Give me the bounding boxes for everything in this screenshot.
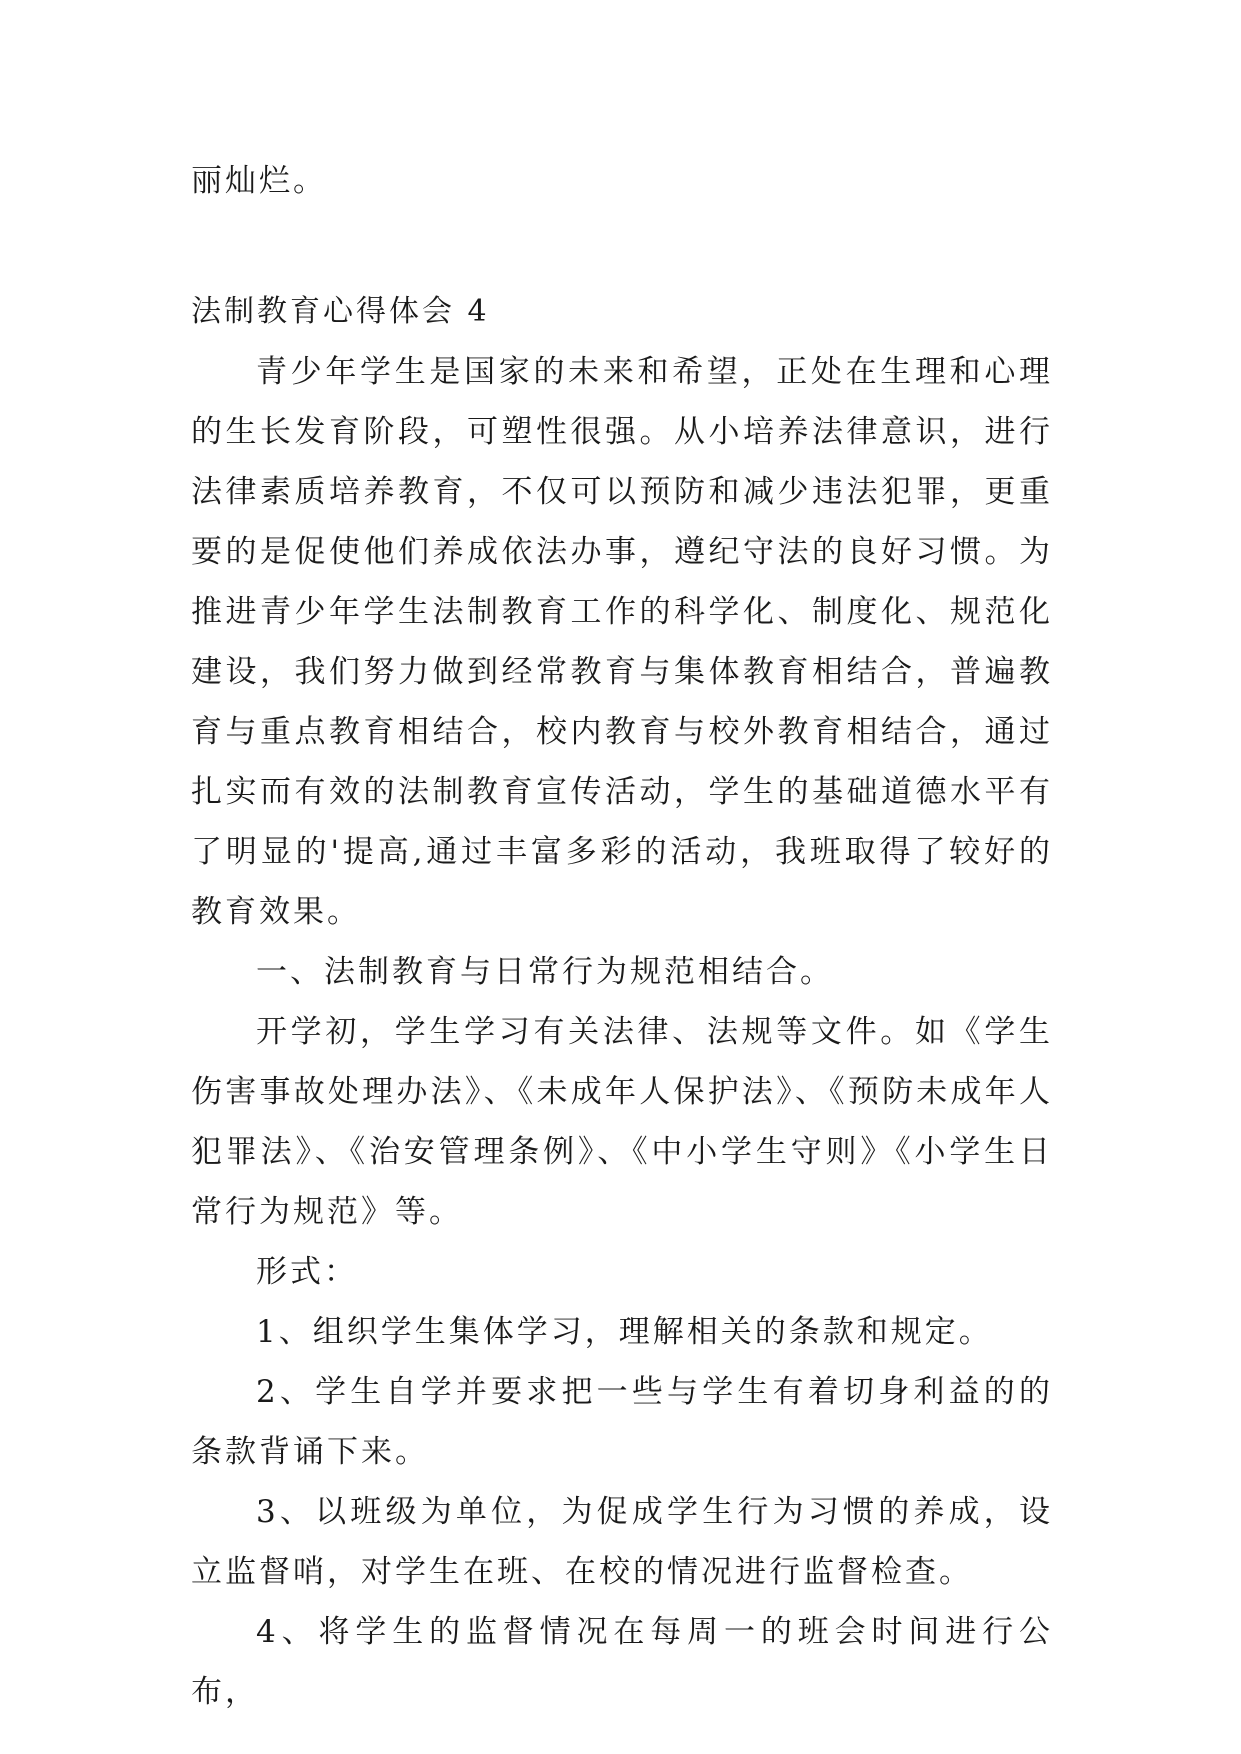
- list-item-2: 2、学生自学并要求把一些与学生有着切身利益的的条款背诵下来。: [191, 1374, 1053, 1470]
- continued-text: 丽灿烂。: [191, 163, 327, 199]
- list-item-3: 3、以班级为单位，为促成学生行为习惯的养成，设立监督哨，对学生在班、在校的情况进行监督检查。: [191, 1494, 1053, 1590]
- list-item-4: 4、将学生的监督情况在每周一的班会时间进行公布，: [191, 1614, 1053, 1710]
- paragraph-intro: 青少年学生是国家的未来和希望，正处在生理和心理的生长发育阶段，可塑性很强。从小培养法律意识，进行法律素质培养教育，不仅可以预防和减少违法犯罪，更重要的是促使他们养成依法办事，遵纪守法的良好习惯。为推进青少年学生法制教育工作的科学化、制度化、规范化建设，我们努力做到经常教育与集体教育相结合，普遍教育与重点教育相结合，校内教育与校外教育相结合，通过扎实而有效的法制教育宣传活动，学生的基础道德水平有了明显的'提高,通过丰富多彩的活动，我班取得了较好的教育效果。: [191, 354, 1053, 930]
- paragraph-form-label: 形式：: [256, 1254, 358, 1290]
- paragraph-documents: 开学初，学生学习有关法律、法规等文件。如《学生伤害事故处理办法》、《未成年人保护法》、《预防未成年人犯罪法》、《治安管理条例》、《中小学生守则》《小学生日常行为规范》等。: [191, 1014, 1053, 1230]
- paragraph-subheading: 一、法制教育与日常行为规范相结合。: [256, 954, 834, 990]
- document-body: [191, 151, 1053, 1722]
- section-title: 法制教育心得体会 4: [191, 294, 490, 329]
- list-item-1: 1、组织学生集体学习，理解相关的条款和规定。: [256, 1314, 993, 1350]
